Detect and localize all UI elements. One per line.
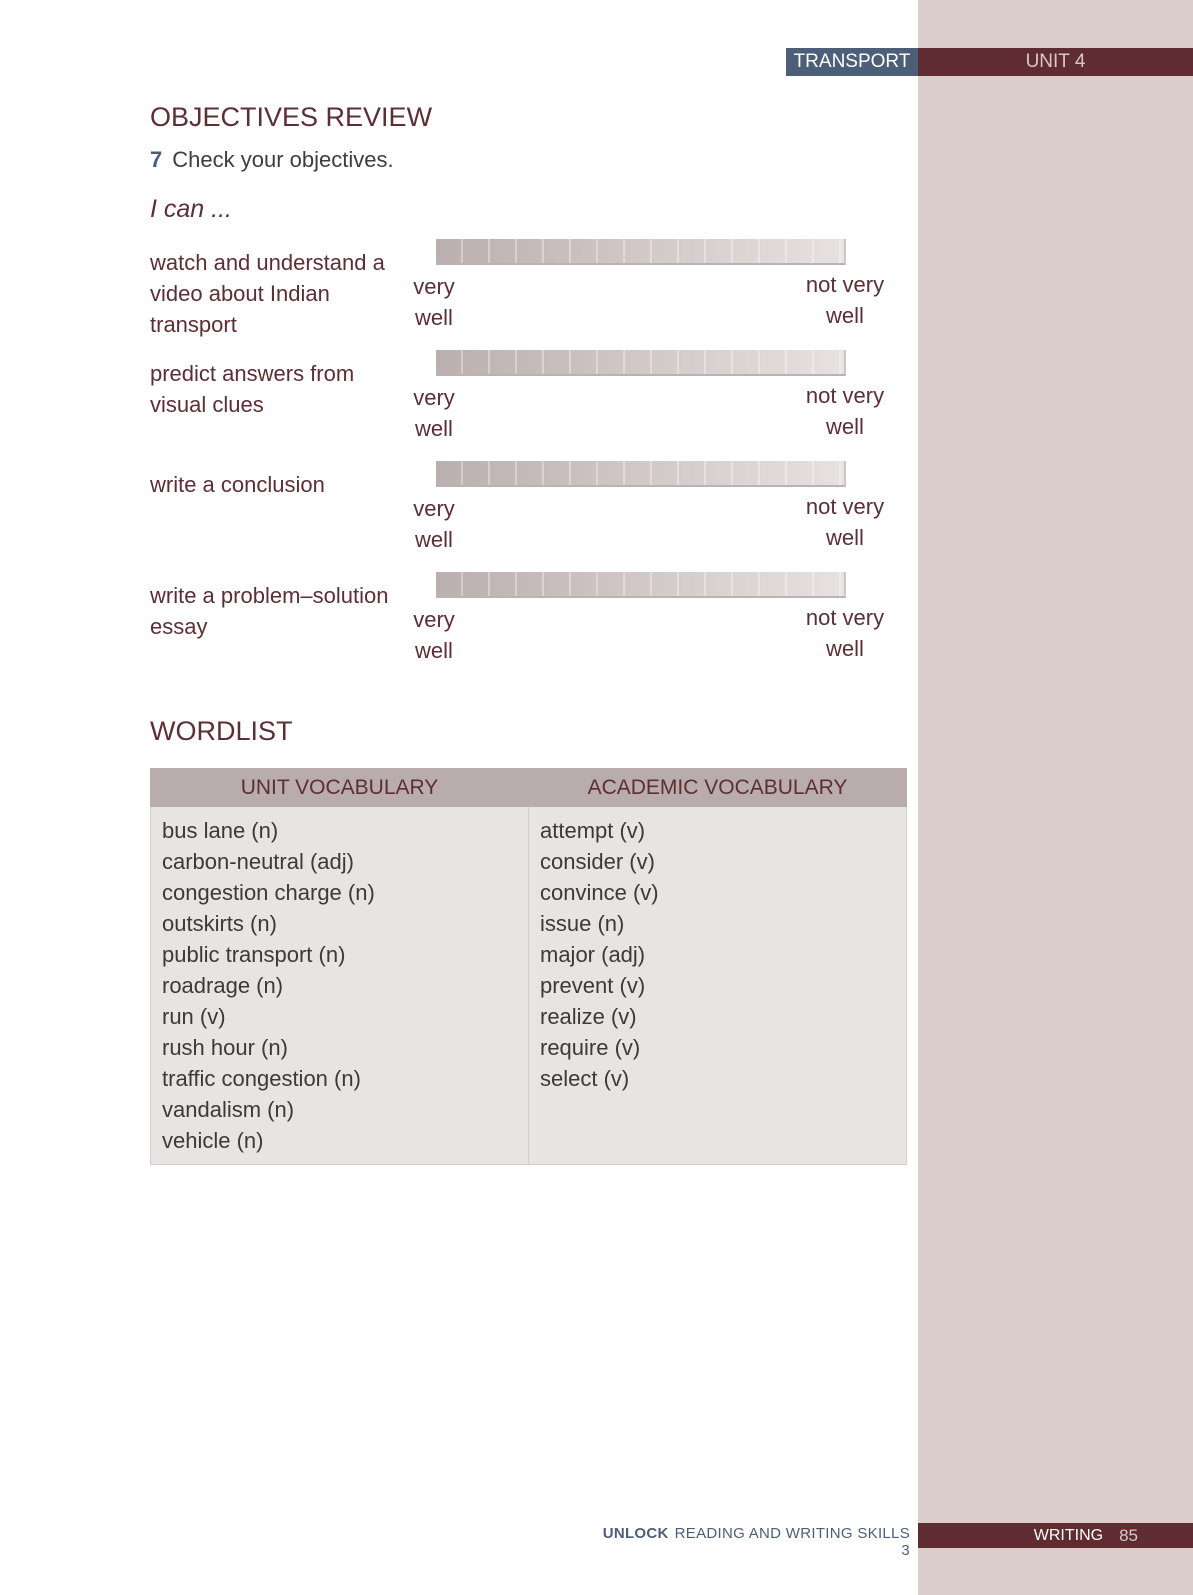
- vocab-item: bus lane (n): [162, 818, 279, 843]
- brand-logo: UNLOCK: [602, 1525, 669, 1542]
- section-tab: TRANSPORT: [786, 48, 918, 76]
- vocab-item: roadrage (n): [162, 973, 284, 998]
- page-sidebar: [918, 0, 1193, 1595]
- vocab-item: carbon-neutral (adj): [162, 849, 354, 874]
- objective-row: [150, 469, 890, 569]
- column-header-academic-vocabulary: ACADEMIC VOCABULARY: [529, 769, 907, 807]
- unit-vocabulary-cell: [151, 807, 529, 1165]
- objective-label: watch and understand a video about Indian transport: [150, 250, 385, 337]
- footer-section: WRITING: [1033, 1526, 1104, 1544]
- objective-label: write a problem–solution essay: [150, 583, 389, 639]
- vocab-item: convince (v): [540, 880, 659, 905]
- vocab-item: consider (v): [540, 849, 655, 874]
- scale-left-label: very well: [413, 385, 455, 441]
- objective-row: [150, 358, 890, 458]
- vocab-item: traffic congestion (n): [162, 1066, 361, 1091]
- instruction-number: 7: [150, 147, 163, 172]
- scale-left-label: very well: [413, 274, 455, 330]
- vocab-item: rush hour (n): [162, 1035, 288, 1060]
- column-header-unit-vocabulary: UNIT VOCABULARY: [151, 769, 529, 807]
- objective-label: write a conclusion: [150, 472, 325, 497]
- wordlist-table: [150, 768, 907, 1165]
- objectives-heading: OBJECTIVES REVIEW: [150, 102, 433, 132]
- objective-row: [150, 247, 890, 347]
- vocab-item: prevent (v): [540, 973, 646, 998]
- unit-tab: UNIT 4: [918, 48, 1193, 76]
- vocab-item: select (v): [540, 1066, 630, 1091]
- vocab-item: outskirts (n): [162, 911, 277, 936]
- rating-scale[interactable]: [436, 572, 846, 598]
- scale-right-label: not very well: [805, 272, 885, 328]
- footer-book-title: [600, 1525, 910, 1559]
- i-can-label: I can ...: [150, 195, 232, 223]
- vocab-item: major (adj): [540, 942, 646, 967]
- book-title: READING AND WRITING SKILLS 3: [674, 1525, 910, 1559]
- scale-right-label: not very well: [805, 383, 885, 439]
- objective-row: [150, 580, 890, 680]
- vocab-item: require (v): [540, 1035, 641, 1060]
- vocab-item: congestion charge (n): [162, 880, 375, 905]
- vocab-item: run (v): [162, 1004, 226, 1029]
- instruction-text: Check your objectives.: [172, 147, 394, 172]
- scale-right-label: not very well: [805, 605, 885, 661]
- vocab-item: realize (v): [540, 1004, 637, 1029]
- wordlist-heading: WORDLIST: [150, 716, 293, 746]
- rating-scale[interactable]: [436, 461, 846, 487]
- rating-scale[interactable]: [436, 239, 846, 265]
- vocab-item: vehicle (n): [162, 1128, 264, 1153]
- objective-label: predict answers from visual clues: [150, 361, 355, 417]
- scale-left-label: very well: [413, 496, 455, 552]
- page-number: 85: [1119, 1525, 1138, 1545]
- instruction: [150, 147, 394, 173]
- vocab-item: issue (n): [540, 911, 625, 936]
- scale-left-label: very well: [413, 607, 455, 663]
- vocab-item: public transport (n): [162, 942, 346, 967]
- vocab-item: attempt (v): [540, 818, 646, 843]
- academic-vocabulary-cell: [529, 807, 907, 1165]
- scale-right-label: not very well: [805, 494, 885, 550]
- vocab-item: vandalism (n): [162, 1097, 295, 1122]
- footer-bar: [918, 1523, 1193, 1548]
- rating-scale[interactable]: [436, 350, 846, 376]
